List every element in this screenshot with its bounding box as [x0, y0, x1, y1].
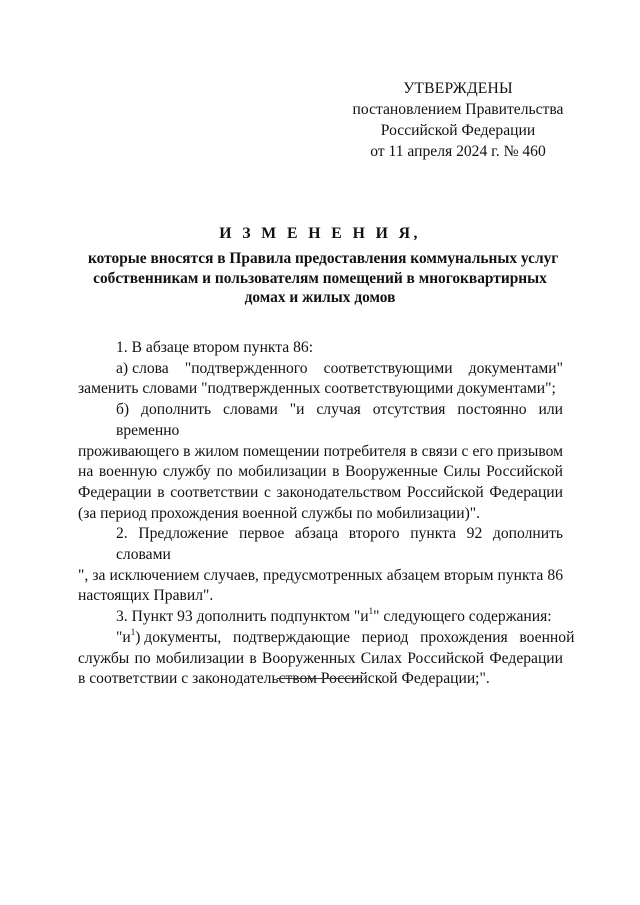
paragraph-2-line-1: а) слова "подтвержденного соответствующими документами" — [116, 359, 563, 377]
paragraph-1-text: 1. В абзаце втором пункта 86: — [116, 339, 314, 356]
paragraph-6-line-1 — [78, 626, 575, 649]
subtitle-line-2: собственникам и пользователям помещений в многоквартирных — [93, 269, 547, 287]
paragraph-5-sup: 1 — [368, 605, 374, 616]
approval-line-1: постановлением Правительства — [352, 101, 564, 118]
paragraph-5 — [78, 607, 563, 628]
paragraph-4-line-2: ", за исключением случаев, предусмотренных абзацем вторым пункта 86 — [78, 566, 563, 584]
paragraph-3-line-5: (за период прохождения военной службы по мобилизации)". — [78, 504, 481, 522]
approval-block — [330, 78, 586, 162]
approval-line-3: от 11 апреля 2024 г. № 460 — [370, 143, 546, 160]
approval-stamp: УТВЕРЖДЕНЫ — [403, 80, 513, 97]
document-body — [78, 338, 575, 690]
paragraph-6-pre: "и — [116, 628, 131, 646]
paragraph-2 — [78, 359, 563, 400]
paragraph-4-line-1: 2. Предложение первое абзаца второго пункта 92 дополнить словами — [116, 525, 563, 564]
paragraph-3-line-2: проживающего в жилом помещении потребителя в связи с его призывом — [78, 442, 563, 460]
paragraph-6 — [78, 626, 575, 690]
paragraph-4-line-3: настоящих Правил". — [78, 587, 214, 605]
closing-divider — [277, 678, 362, 679]
paragraph-5-post: " следующего содержания: — [373, 608, 552, 626]
paragraph-2-line-2: заменить словами "подтвержденных соответствующими документами"; — [78, 380, 556, 398]
paragraph-6-sup: 1 — [130, 626, 136, 637]
subtitle-line-3: домах и жилых домов — [244, 289, 396, 306]
paragraph-4 — [78, 524, 563, 607]
document-subtitle — [88, 249, 559, 308]
document-title: И З М Е Н Е Н И Я, — [219, 225, 421, 242]
paragraph-6-line-1-post: ) документы, подтверждающие период прохождения военной — [135, 628, 575, 646]
approval-line-2: Российской Федерации — [380, 122, 536, 139]
paragraph-3-line-4: Федерации в соответствии с законодательством Российской Федерации — [78, 483, 563, 501]
paragraph-3 — [78, 400, 563, 524]
paragraph-3-line-3: на военную службу по мобилизации в Вооруженные Силы Российской — [78, 463, 563, 481]
paragraph-5-pre: 3. Пункт 93 дополнить подпунктом "и — [116, 608, 369, 626]
paragraph-3-line-1: б) дополнить словами "и случая отсутствия постоянно или временно — [116, 401, 563, 439]
paragraph-6-line-3: в соответствии с законодательством Российской Федерации;". — [78, 670, 490, 688]
paragraph-1 — [78, 338, 563, 359]
paragraph-6-line-2: службы по мобилизации в Вооруженных Силах Российской Федерации — [78, 649, 563, 667]
subtitle-line-1: которые вносятся в Правила предоставления коммунальных услуг — [88, 250, 559, 267]
